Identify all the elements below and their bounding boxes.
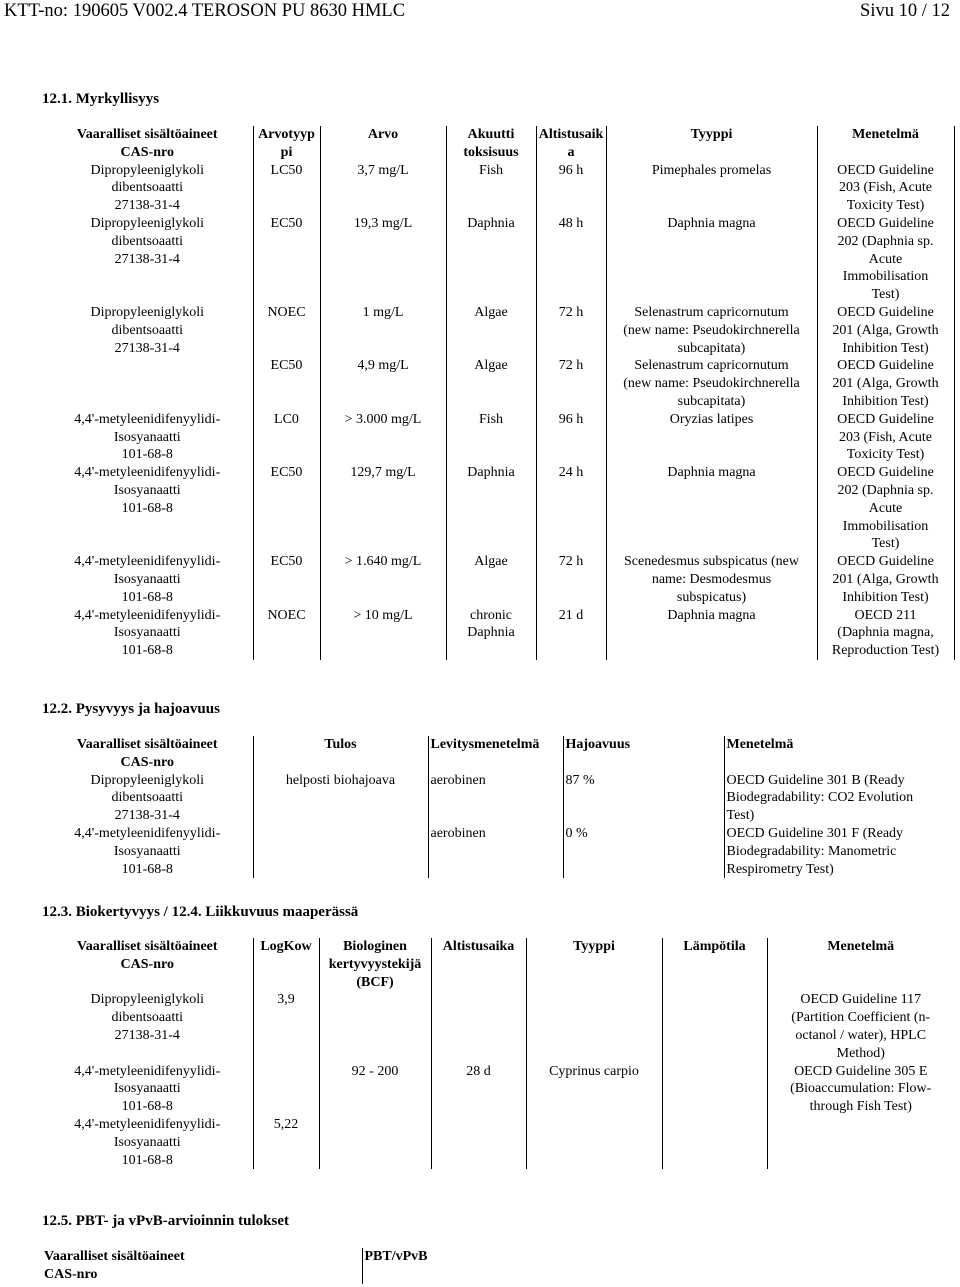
table-cell [662,991,767,1062]
table-cell: 72 h [536,304,606,357]
column-header: Tyyppi [526,938,662,991]
table-cell: OECD Guideline 203 (Fish, Acute Toxicity Test) [817,411,954,464]
column-header: Tyyppi [606,126,817,162]
table-cell: 3,9 [253,991,319,1062]
table-cell: 4,4'-metyleenidifenyylidi- Isosyanaatti 101-68-8 [74,411,221,463]
table-cell: OECD Guideline 117 (Partition Coefficient (n- octanol / water), HPLC Method) [767,991,954,1062]
table-cell: > 10 mg/L [320,607,446,660]
table-cell: 72 h [536,553,606,606]
column-header: Lämpötila [662,938,767,991]
table-row [42,553,954,606]
section-title-toxicity: 12.1. Myrkyllisyys [42,91,160,107]
column-header: Vaaralliset sisältöaineet CAS-nro [76,939,218,972]
table-cell: 4,4'-metyleenidifenyylidi- Isosyanaatti 101-68-8 [74,465,221,516]
table-cell: aerobinen [428,825,563,878]
table-cell [526,1116,662,1169]
table-cell: 4,4'-metyleenidifenyylidi- Isosyanaatti 101-68-8 [74,1063,221,1115]
column-header: PBT/vPvB [362,1248,954,1284]
table-cell: 4,4'-metyleenidifenyylidi- Isosyanaatti 101-68-8 [74,1116,221,1168]
table-cell: Selenastrum capricornutum (new name: Pseudokirchnerella subcapitata) [606,357,817,410]
table-cell: Daphnia magna [606,215,817,304]
table-row [42,825,954,878]
table-cell: 5,22 [253,1116,319,1169]
table-cell [319,1116,431,1169]
table-cell: 72 h [536,357,606,410]
table-cell: 21 d [536,607,606,660]
table-cell: Oryzias latipes [606,411,817,464]
table-cell: 87 % [563,772,724,825]
table-row [42,357,954,410]
table-cell [662,1063,767,1116]
table-cell: OECD Guideline 301 B (Ready Biodegradability: CO2 Evolution Test) [724,772,954,825]
table-cell: Dipropyleeniglykoli dibentsoaatti 27138-31-4 [90,215,205,267]
table-cell: EC50 [253,553,320,606]
table-cell: OECD Guideline 202 (Daphnia sp. Acute Immobilisation Test) [817,215,954,304]
table-cell [431,1116,526,1169]
table-row [42,162,954,215]
column-header: Akuutti toksisuus [446,126,536,162]
table-cell: Dipropyleeniglykoli dibentsoaatti 27138-31-4 [90,162,205,214]
persistence-table [42,736,954,878]
table-cell: NOEC [253,607,320,660]
table-cell: aerobinen [428,772,563,825]
table-cell [526,991,662,1062]
column-header: Arvotyyp pi [253,126,320,162]
table-cell [431,991,526,1062]
table-cell: OECD Guideline 301 F (Ready Biodegradability: Manometric Respirometry Test) [724,825,954,878]
table-cell [42,357,253,410]
table-cell: Algae [446,357,536,410]
table-cell: OECD Guideline 201 (Alga, Growth Inhibition Test) [817,304,954,357]
column-header: Altistusaik a [536,126,606,162]
table-cell: 4,4'-metyleenidifenyylidi- Isosyanaatti 101-68-8 [74,825,221,877]
bioaccumulation-table [42,938,954,1169]
table-cell [662,1116,767,1169]
table-cell: Algae [446,304,536,357]
column-header: Biologinen kertyvyystekijä (BCF) [319,938,431,991]
table-cell: 4,9 mg/L [320,357,446,410]
table-cell [253,1063,319,1116]
column-header: LogKow [253,938,319,991]
table-cell: 92 - 200 [319,1063,431,1116]
page-number: Sivu 10 / 12 [860,1,950,21]
table-cell: 3,7 mg/L [320,162,446,215]
column-header: Vaaralliset sisältöaineet CAS-nro [76,737,218,770]
table-cell: Dipropyleeniglykoli dibentsoaatti 27138-31-4 [90,304,205,356]
table-cell: Algae [446,553,536,606]
table-cell [319,991,431,1062]
table-cell: 0 % [563,825,724,878]
table-cell: Pimephales promelas [606,162,817,215]
table-cell: helposti biohajoava [253,772,428,825]
table-cell [767,1116,954,1169]
table-cell: 129,7 mg/L [320,464,446,553]
page-header [4,0,956,24]
table-cell: 96 h [536,411,606,464]
table-cell: EC50 [253,357,320,410]
column-header: Levitysmenetelmä [428,736,563,772]
section-title-bioaccumulation: 12.3. Biokertyvyys / 12.4. Liikkuvuus maaperässä [42,904,359,920]
table-row [42,772,954,825]
table-cell: OECD Guideline 305 E (Bioaccumulation: Flow- through Fish Test) [767,1063,954,1116]
pbt-table [42,1248,954,1284]
column-header: Menetelmä [767,938,954,991]
table-cell: OECD Guideline 203 (Fish, Acute Toxicity Test) [817,162,954,215]
table-cell: Fish [446,411,536,464]
table-cell: 19,3 mg/L [320,215,446,304]
document-id: KTT-no: 190605 V002.4 TEROSON PU 8630 HMLC [4,1,406,21]
table-row [42,991,954,1062]
column-header: Vaaralliset sisältöaineet CAS-nro [44,1249,185,1282]
table-cell: Daphnia magna [606,464,817,553]
table-cell: OECD Guideline 201 (Alga, Growth Inhibition Test) [817,553,954,606]
table-cell: OECD Guideline 201 (Alga, Growth Inhibition Test) [817,357,954,410]
table-cell: NOEC [253,304,320,357]
toxicity-table [42,126,955,660]
table-cell: 48 h [536,215,606,304]
table-cell: 1 mg/L [320,304,446,357]
table-cell: 96 h [536,162,606,215]
table-cell [253,825,428,878]
column-header: Menetelmä [724,736,954,772]
table-cell: 28 d [431,1063,526,1116]
table-cell: Scenedesmus subspicatus (new name: Desmodesmus subspicatus) [606,553,817,606]
table-cell: chronic Daphnia [446,607,536,660]
table-cell: Dipropyleeniglykoli dibentsoaatti 27138-31-4 [90,992,205,1043]
section-title-pbt: 12.5. PBT- ja vPvB-arvioinnin tulokset [42,1213,289,1229]
column-header: Arvo [320,126,446,162]
table-cell: OECD Guideline 202 (Daphnia sp. Acute Immobilisation Test) [817,464,954,553]
column-header: Altistusaika [431,938,526,991]
table-row [42,411,954,464]
table-cell: Selenastrum capricornutum (new name: Pseudokirchnerella subcapitata) [606,304,817,357]
table-row [42,607,954,660]
table-cell: Daphnia magna [606,607,817,660]
table-cell: Cyprinus carpio [526,1063,662,1116]
table-cell: 4,4'-metyleenidifenyylidi- Isosyanaatti 101-68-8 [74,554,221,605]
table-cell: 24 h [536,464,606,553]
table-row [42,1116,954,1169]
table-row [42,464,954,553]
table-cell: 4,4'-metyleenidifenyylidi- Isosyanaatti 101-68-8 [74,607,221,659]
table-cell: LC0 [253,411,320,464]
table-cell: OECD 211 (Daphnia magna, Reproduction Test) [817,607,954,660]
table-cell: Dipropyleeniglykoli dibentsoaatti 27138-31-4 [90,772,205,824]
table-cell: Daphnia [446,215,536,304]
table-cell: EC50 [253,464,320,553]
table-cell: > 3.000 mg/L [320,411,446,464]
table-cell: > 1.640 mg/L [320,553,446,606]
table-cell: LC50 [253,162,320,215]
column-header: Vaaralliset sisältöaineet CAS-nro [76,127,218,160]
table-row [42,304,954,357]
table-row [42,215,954,304]
table-cell: Fish [446,162,536,215]
table-cell: EC50 [253,215,320,304]
column-header: Hajoavuus [563,736,724,772]
section-title-persistence: 12.2. Pysyvyys ja hajoavuus [42,701,220,717]
column-header: Menetelmä [817,126,954,162]
column-header: Tulos [253,736,428,772]
table-row [42,1063,954,1116]
table-cell: Daphnia [446,464,536,553]
